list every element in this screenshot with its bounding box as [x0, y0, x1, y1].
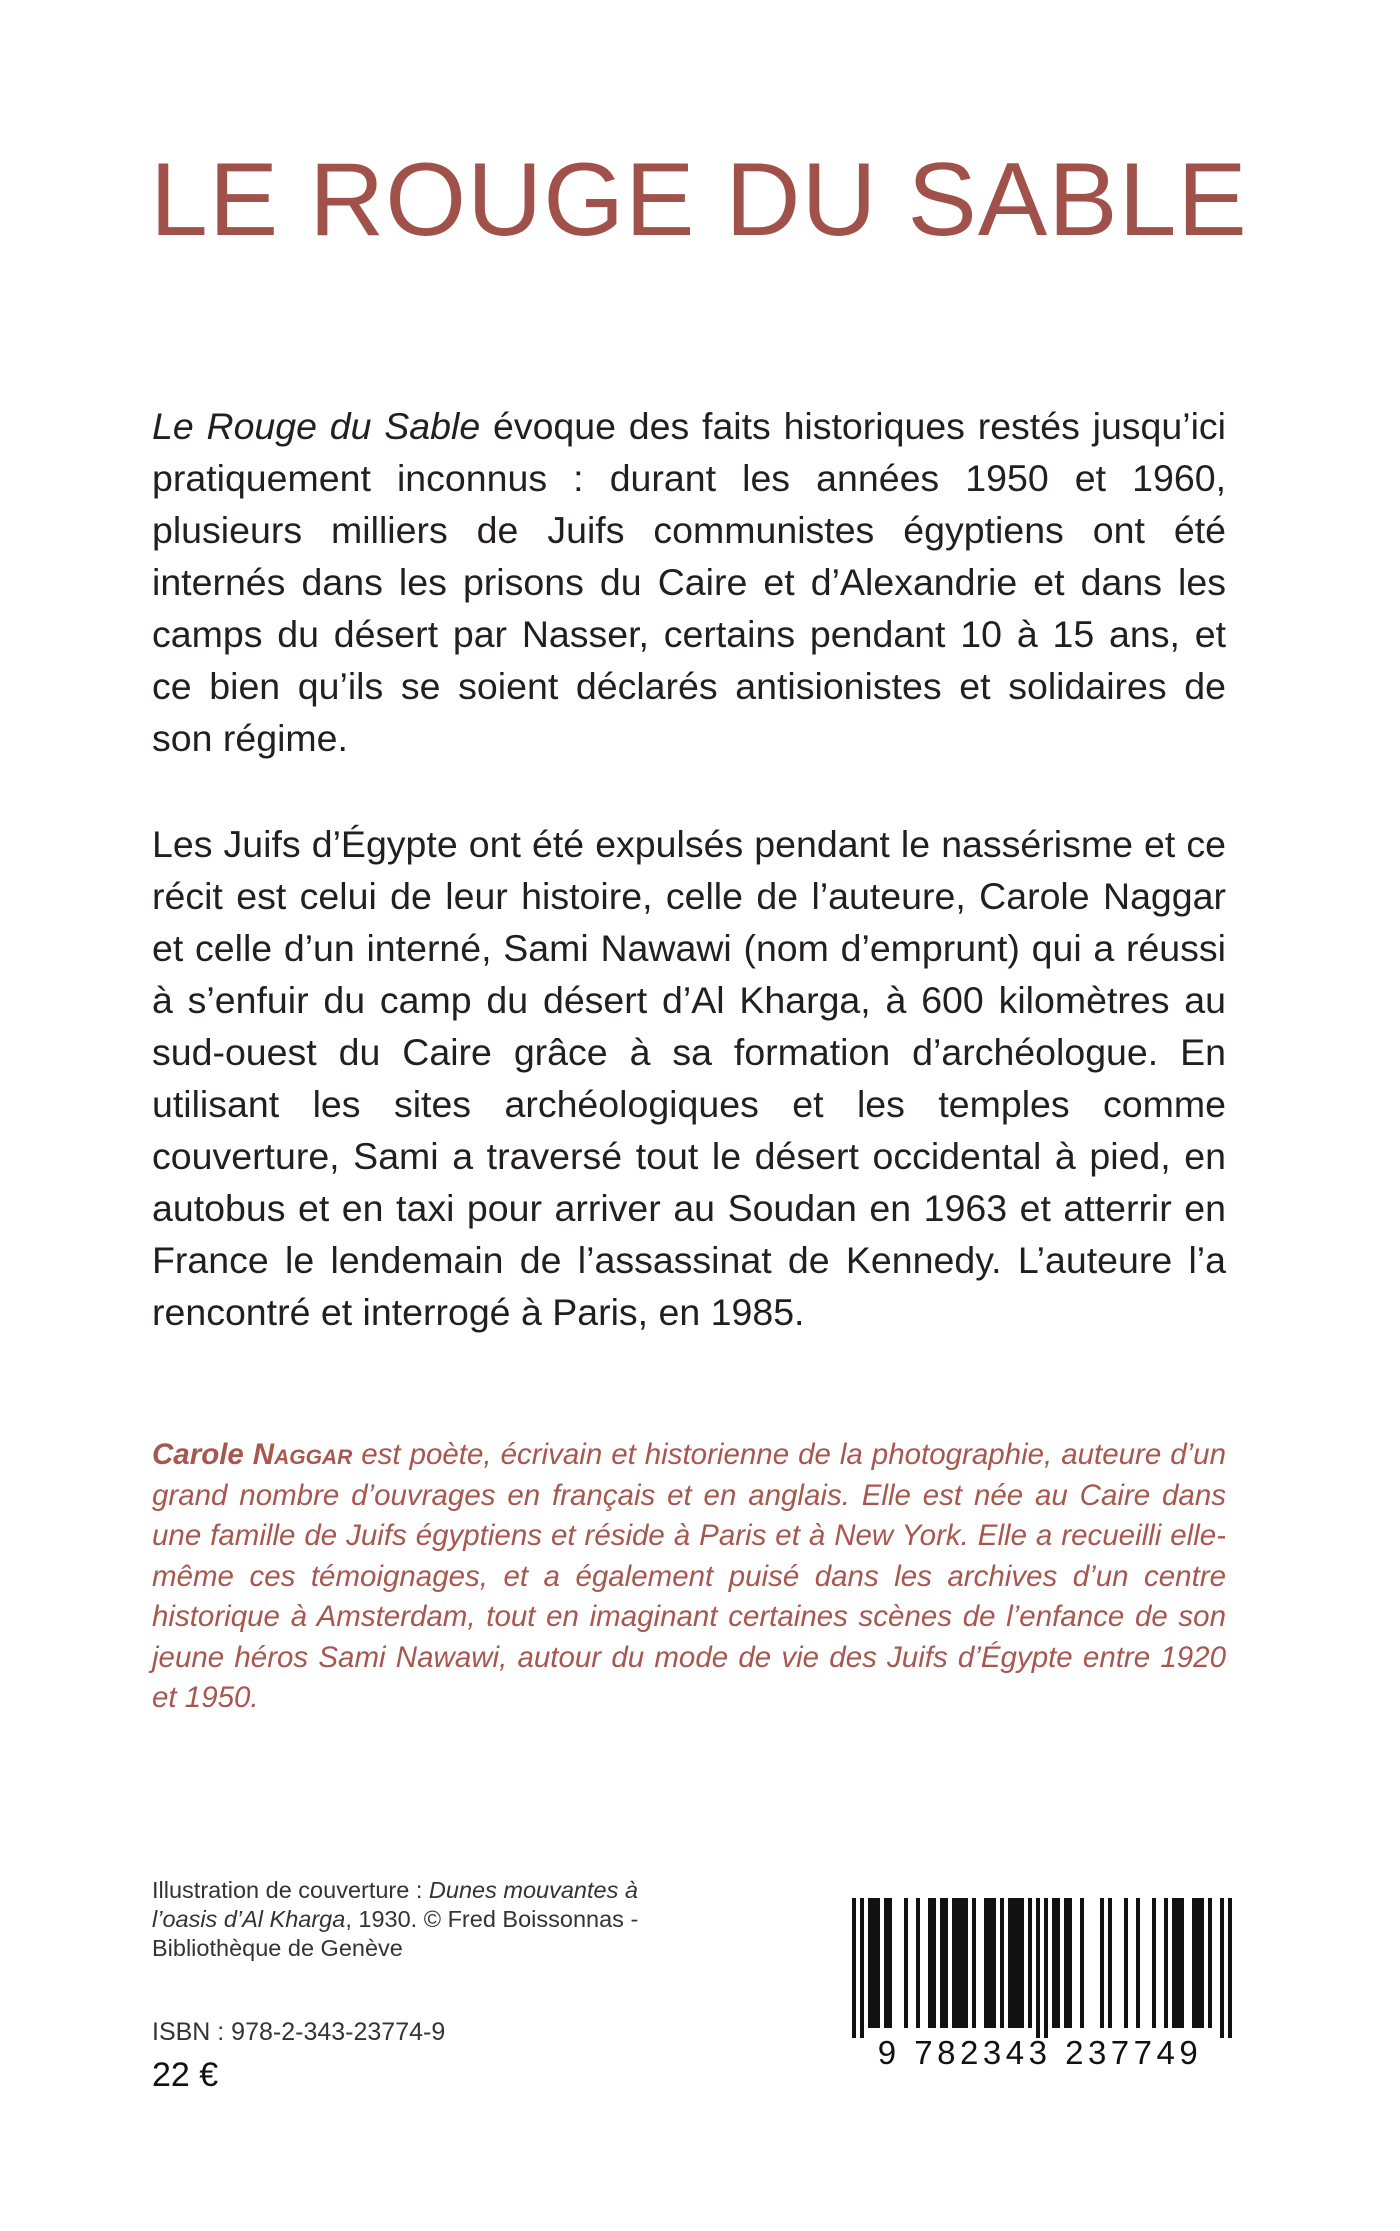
barcode-bar [1052, 1898, 1056, 2028]
barcode-bar [956, 1898, 960, 2028]
barcode-bar [1036, 1898, 1040, 2038]
credits-artwork-title: Dunes mouvantes à l’oasis d’Al Kharga [152, 1877, 638, 1932]
credits-suffix: , 1930. © Fred Boissonnas - Bibliothèque de Genève [152, 1906, 639, 1961]
barcode-bar [1008, 1898, 1012, 2028]
barcode-bar [940, 1898, 944, 2028]
barcode-bar [1180, 1898, 1184, 2028]
author-last-name: Naggar [252, 1438, 353, 1471]
barcode-bar [960, 1898, 964, 2028]
barcode-bar [988, 1898, 992, 2028]
barcode-bar [944, 1898, 948, 2028]
barcode-bar [952, 1898, 956, 2028]
barcode-bar [1220, 1898, 1224, 2038]
barcode-number: 9 782343 237749 [877, 2034, 1203, 2071]
price: 22 € [152, 2056, 219, 2094]
barcode-bar [1200, 1898, 1204, 2028]
barcode-bar [992, 1898, 996, 2028]
barcode-bar [1136, 1898, 1140, 2028]
barcode-bar [1020, 1898, 1024, 2028]
barcode-bar [916, 1898, 920, 2028]
summary-paragraph-1 [152, 400, 1226, 764]
barcode-bar [876, 1898, 880, 2028]
barcode-bar [1044, 1898, 1048, 2038]
author-bio [152, 1435, 1226, 1719]
barcode-bar [872, 1898, 876, 2028]
book-summary [152, 400, 1226, 1338]
barcode-bar [1172, 1898, 1176, 2028]
isbn: ISBN : 978-2-343-23774-9 [152, 2018, 446, 2046]
credits-prefix: Illustration de couverture : [152, 1877, 429, 1903]
barcode-bar [888, 1898, 892, 2028]
barcode-bar [1068, 1898, 1072, 2028]
barcode-bar [1208, 1898, 1212, 2028]
barcode-bar [884, 1898, 888, 2028]
barcode-bar [932, 1898, 936, 2028]
barcode-bar [1064, 1898, 1068, 2028]
summary-paragraph-2: Les Juifs d’Égypte ont été expulsés pendant le nassérisme et ce récit est celui de leur histoire, celle de l’auteure, Carole Naggar et celle d’un interné, Sami Nawawi (nom d’emprunt) qui a réussi à s’enfuir du camp du désert d’Al Kharga, à 600 kilomètres au sud-ouest du Caire grâce à sa formation d’archéologue. En utilisant les sites archéologiques et les temples comme couverture, Sami a traversé tout le désert occidental à pied, en autobus et en taxi pour arriver au Soudan en 1963 et atterrir en France le lendemain de l’assassinat de Kennedy. L’auteure l’a rencontré et interrogé à Paris, en 1985. [152, 823, 1226, 1333]
barcode-bar [1016, 1898, 1020, 2028]
barcode-bar [852, 1898, 856, 2038]
barcode-bar [964, 1898, 968, 2028]
barcode [830, 1898, 1250, 2090]
barcode-bar [1196, 1898, 1200, 2028]
barcode-bar [868, 1898, 872, 2028]
barcode-bars [830, 1898, 1250, 2038]
barcode-bar [1108, 1898, 1112, 2028]
barcode-bar [1176, 1898, 1180, 2028]
barcode-bar [1164, 1898, 1168, 2028]
barcode-bar [860, 1898, 864, 2038]
barcode-bar [1012, 1898, 1016, 2028]
summary-book-title: Le Rouge du Sable [152, 405, 481, 447]
barcode-bar [1228, 1898, 1232, 2038]
summary-paragraph-1-text: évoque des faits historiques restés jusqu’ici pratiquement inconnus : durant les années 1950 et 1960, plusieurs milliers de Juifs communistes égyptiens ont été internés dans les prisons du Caire et d’Alexandrie et dans les camps du désert par Nasser, certains pendant 10 à 15 ans, et ce bien qu’ils se soient déclarés antisionistes et solidaires de son régime. [152, 405, 1226, 759]
book-title: LE ROUGE DU SABLE [150, 142, 1248, 258]
author-bio-text: est poète, écrivain et historienne de la photographie, auteure d’un grand nombre d’ouvrages en français et en anglais. Elle est née au Caire dans une famille de Juifs égyptiens et réside à Paris et à New York. Elle a recueilli elle-même ces témoignages, et a également puisé dans les archives d’un centre historique à Amsterdam, tout en imaginant certaines scènes de l’enfance de son jeune héros Sami Nawawi, autour du mode de vie des Juifs d’Égypte entre 1920 et 1950. [152, 1438, 1226, 1714]
barcode-bar [1056, 1898, 1060, 2028]
barcode-bar [928, 1898, 932, 2028]
barcode-bar [1080, 1898, 1084, 2028]
barcode-bar [1028, 1898, 1032, 2028]
barcode-bar [972, 1898, 976, 2028]
cover-credits [152, 1876, 692, 1963]
barcode-bar [1192, 1898, 1196, 2028]
barcode-bar [904, 1898, 908, 2028]
barcode-bar [1124, 1898, 1128, 2028]
author-first-name: Carole [152, 1438, 253, 1471]
barcode-bar [1152, 1898, 1156, 2028]
barcode-bar [984, 1898, 988, 2028]
barcode-bar [1000, 1898, 1004, 2028]
barcode-bar [1100, 1898, 1104, 2028]
